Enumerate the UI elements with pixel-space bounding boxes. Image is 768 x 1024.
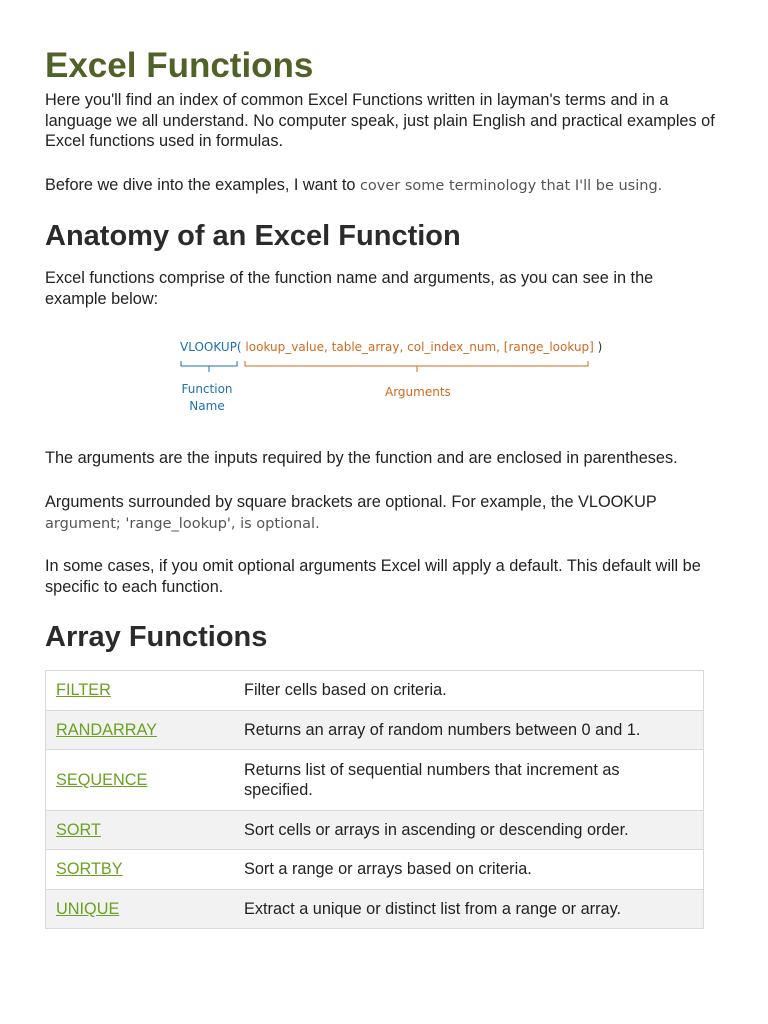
sort-link[interactable]: SORT	[56, 820, 101, 839]
table-row	[46, 850, 704, 890]
function-description-cell: Extract a unique or distinct list from a range or array.	[234, 890, 704, 929]
function-description-cell: Returns list of sequential numbers that increment as specified.	[234, 750, 704, 811]
sortby-link[interactable]: SORTBY	[56, 860, 123, 879]
function-close-paren: )	[593, 340, 603, 354]
table-row	[46, 811, 704, 850]
optional-paragraph	[45, 492, 715, 534]
optional-tail: argument; 'range_lookup', is optional.	[45, 515, 320, 532]
function-name-cell	[46, 890, 235, 929]
function-name-cell	[46, 711, 235, 750]
intro-paragraph: Here you'll find an index of common Excel Functions written in layman's terms and in a language we all understand. No computer speak, just plain English and practical examples of Excel functions used in formulas.	[45, 91, 715, 150]
function-arguments-text: lookup_value, table_array, col_index_num, [range_lookup]	[241, 340, 594, 354]
function-name-label	[176, 381, 238, 415]
array-functions-heading: Array Functions	[45, 621, 268, 653]
function-name-text: VLOOKUP(	[180, 340, 242, 354]
arguments-label: Arguments	[385, 385, 451, 399]
function-name-cell	[46, 811, 235, 850]
function-description-cell: Filter cells based on criteria.	[234, 671, 704, 711]
page-title: Excel Functions	[45, 46, 314, 85]
optional-lead: Arguments surrounded by square brackets are optional. For example, the VLOOKUP	[45, 493, 657, 511]
randarray-link[interactable]: RANDARRAY	[56, 720, 158, 739]
terminology-tail: cover some terminology that I'll be using.	[359, 178, 663, 194]
table-row	[46, 711, 704, 750]
inputs-paragraph: The arguments are the inputs required by the function and are enclosed in parentheses.	[45, 449, 678, 467]
function-description-cell: Sort cells or arrays in ascending or descending order.	[234, 811, 704, 850]
array-functions-table	[45, 670, 704, 929]
terminology-lead: Before we dive into the examples, I want to	[45, 176, 360, 194]
function-label-line1: Function	[181, 382, 233, 396]
function-name-cell	[46, 750, 235, 811]
anatomy-description: Excel functions comprise of the function name and arguments, as you can see in the example below:	[45, 269, 654, 308]
anatomy-heading: Anatomy of an Excel Function	[45, 220, 461, 252]
function-anatomy-diagram	[180, 336, 610, 416]
table-row	[46, 750, 704, 811]
unique-link[interactable]: UNIQUE	[56, 899, 120, 918]
function-name-cell	[46, 850, 235, 890]
function-description-cell: Returns an array of random numbers between 0 and 1.	[234, 711, 704, 750]
arguments-bracket	[245, 361, 588, 372]
sequence-link[interactable]: SEQUENCE	[56, 770, 148, 789]
table-row	[46, 671, 704, 711]
function-syntax	[180, 340, 602, 354]
function-description-cell: Sort a range or arrays based on criteria.	[234, 850, 704, 890]
default-paragraph: In some cases, if you omit optional arguments Excel will apply a default. This default will be specific to each function.	[45, 557, 701, 596]
filter-link[interactable]: FILTER	[56, 681, 111, 700]
function-name-bracket	[181, 361, 237, 372]
table-row	[46, 890, 704, 929]
terminology-paragraph	[45, 175, 715, 197]
function-label-line2: Name	[189, 399, 225, 413]
function-name-cell	[46, 671, 235, 711]
